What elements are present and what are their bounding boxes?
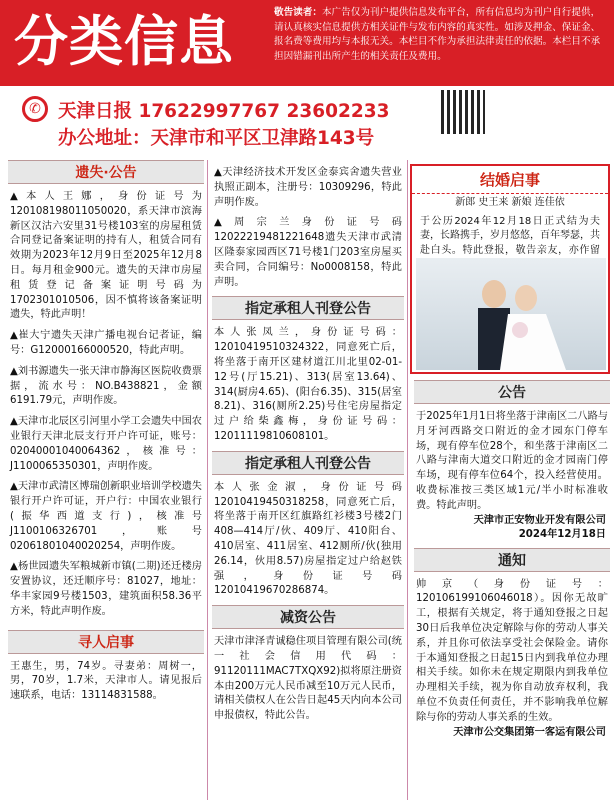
announce-date: 2024年12月18日 [518, 528, 606, 540]
wedding-title: 结婚启事 [412, 166, 608, 194]
header-title: 分类信息 [14, 10, 234, 73]
lost-item: ▲天津市武清区博瑞创新职业培训学校遗失银行开户许可证，开户行：中国农业银行(振华西道支行)，核准号J1100106326701，账号02061801040020254，声明作废。 [10, 481, 202, 552]
section-seek: 寻人启事 [8, 630, 204, 654]
column-right [414, 380, 610, 740]
section-tenant-a: 指定承租人刊登公告 [212, 296, 404, 320]
notify-sign: 天津市公交集团第一客运有限公司 [453, 726, 606, 738]
announce-sign: 天津市正安物业开发有限公司 [473, 514, 606, 526]
lost-item: ▲杨世园遗失军粮城新市镇(二期)还迁楼房安置协议，还迁顺序号：81027，地址：华丰家园9号楼1503，建筑面积58.36平方米，特此声明作废。 [10, 561, 202, 617]
tenant-b-text: 本人张金淑，身份证号码12010419450318258，同意死亡后，将坐落于南开区红旗路红衫楼3号楼2门408—414厅/伙、409厅、410阳台、410居室、411居室、412厕所/伙(独用26.14，伙用8.57)房屋指定过户给赵铁强，身份证号码12010419670286874。 [214, 481, 402, 597]
tenant-a-text: 本人张凤兰，身份证号码：12010419510324322，同意死亡后，将坐落于南开区建材道江川北里02-01-12号(厅15.21)、313(居室13.64)、314(厨房4.65)、(阳台6.35)、315(居室8.21)、316(厕所2.25)号住宅房屋指定过户给柴鑫梅，身份证号码：12011119810608101。 [214, 327, 402, 442]
lost-item: ▲天津市北辰区引河里小学工会遗失中国农业银行天津北辰支行开户许可证，账号：02040001040064362，核准号：J1100065350301，声明作废。 [10, 416, 202, 472]
announce-text: 于2025年1月1日将坐落于津南区二八路与月牙河西路交口附近的金才园东门停车场，现有停车位28个，和坐落于津南区二八路与津南大道交口附近的金才园南门停车场，现有停车位64个，投入经营使用。收费标准按三类区域1元/半小时标准收费。特此声明。 [416, 411, 608, 511]
column-lost [8, 160, 204, 704]
section-capital: 减资公告 [212, 605, 404, 629]
section-notify: 通知 [414, 548, 610, 572]
wedding-body: 于公历2024年12月18日正式结为夫妻，长路携手，岁月悠悠，百年琴瑟，共赴白头。特此登报，敬告亲友，亦作留 [420, 215, 600, 256]
column-mid [212, 160, 404, 724]
qr-code-icon [441, 90, 485, 134]
lost-items [8, 190, 204, 620]
lost-item: ▲崔大宁遗失天津广播电视台记者证，编号：G12000166000520，特此声明。 [10, 330, 202, 356]
address-line: 办公地址：天津市和平区卫津路143号 [58, 128, 375, 149]
contact-line: 天津日报 17622997767 23602233 [58, 101, 390, 122]
section-announce: 公告 [414, 380, 610, 404]
seek-text: 王惠生，男，74岁。寻妻弟：周树一，男，70岁，1.7米，天津市人。请见报后速联系，电话：13114831588。 [10, 660, 202, 702]
reader-notice: 敬告读者：本广告仅为刊户提供信息发布平台，所有信息均为刊户自行提供，请认真核实信息提供方相关证件与发布内容的真实性。如涉及押金、保证金、报名费等费用均与本报无关。本栏目不作为承担法律责任的依据。本栏目不承担因错漏刊出所产生的相关责任及费用。 [274, 7, 601, 62]
mid-item: ▲周宗兰身份证号码12022219481221648遗失天津市武清区隆泰家园西区71号楼1门203室房屋买卖合同，合同编号：No0008158，特此声明。 [214, 217, 402, 288]
lost-item: ▲刘书源遗失一张天津市静海区医院收费票据，流水号：NO.B438821，金额6191.79元，声明作废。 [10, 365, 202, 407]
section-lost: 遗失·公告 [8, 160, 204, 184]
section-tenant-b: 指定承租人刊登公告 [212, 451, 404, 475]
wedding-names: 新郎 史王来 新娘 连佳依 [455, 197, 565, 208]
lost-item: ▲本人王娜，身份证号为120108198011050020，系天津市滨海新区汉沽六安里31号楼103室的房屋租赁合同登记备案证明的持有人，租赁合同有效期为2023年12月9日至2025年12月8日。每月租金900元。遗失的天津市房屋租赁登记备案证明号码为1702301010506，因不慎将该备案证明遗失，特此声明！ [10, 191, 202, 321]
phone-icon: ✆ [22, 96, 48, 122]
header-banner [0, 0, 614, 86]
mid-item: ▲天津经济技术开发区金泰宾舍遗失营业执照正副本，注册号：10309296，特此声明作废。 [214, 167, 402, 208]
notify-text: 帅京（身份证号：120106199106046018）。因你无故旷工，根据有关规定，将于通知登报之日起30日后我单位决定解除与你的劳动人事关系，并且你可依法享受社会保险金。请你于本通知登报之日起15日内到我单位办理相关手续。如你未在规定期限内到我单位办理相关手续，视为你自动放弃权利，我单位不负责任何责任，并不影响我单位解除与你的劳动人事关系的生效。 [416, 578, 608, 723]
capital-text: 天津市津泽青诚稳住项目管理有限公司(统一社会信用代码：91120111MAC7TXQX92)拟将原注册资本由200万元人民币减至10万元人民币，请相关债权人在公告日起45天内向本公司申报债权，特此公告。 [214, 636, 402, 722]
wedding-photo [416, 258, 606, 370]
